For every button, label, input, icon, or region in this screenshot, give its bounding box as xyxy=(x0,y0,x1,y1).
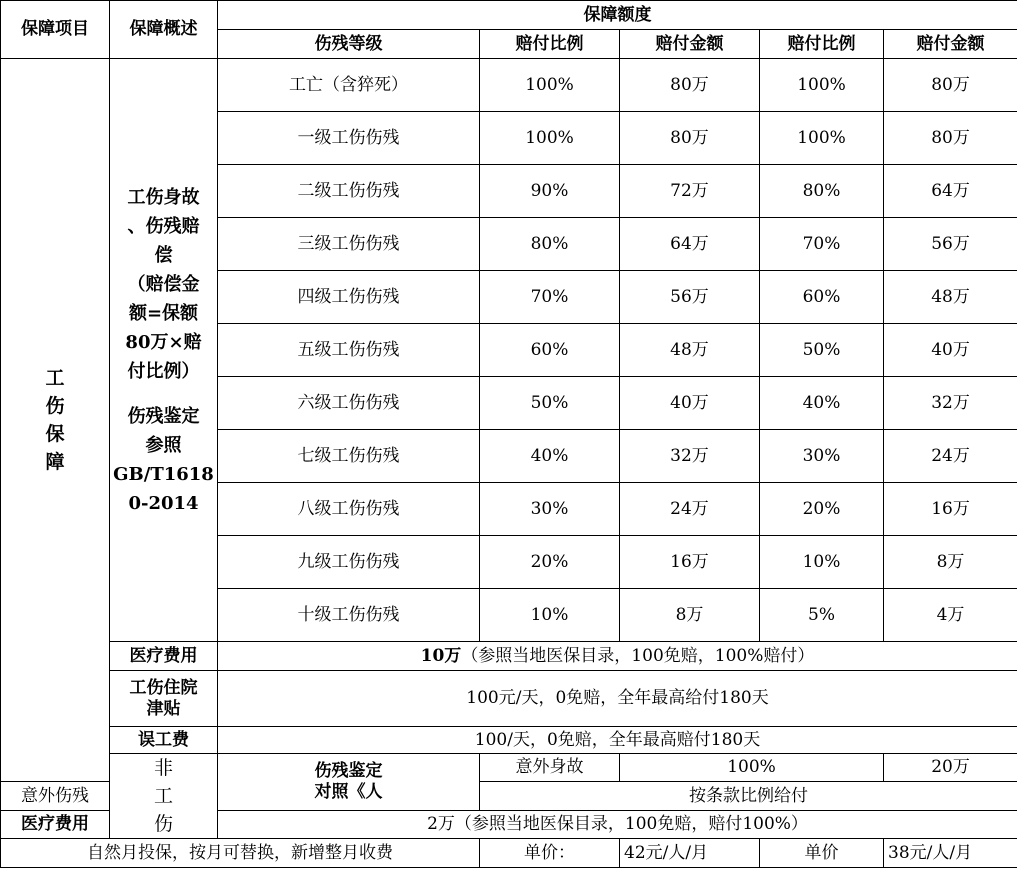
description-line: 伤残鉴定 xyxy=(127,405,200,427)
header-overview: 保障概述 xyxy=(110,1,218,59)
nonwork-medical-label: 医疗费用 xyxy=(1,810,110,838)
description-line: 偿 xyxy=(154,244,173,266)
price-label-2: 单价 xyxy=(760,839,884,868)
cell-m1: 24万 xyxy=(620,483,760,536)
cell-m1: 48万 xyxy=(620,324,760,377)
price-2: 38元/人/月 xyxy=(884,839,1017,868)
cell-r2: 70% xyxy=(760,218,884,271)
lost-label: 误工费 xyxy=(110,727,218,754)
cell-m2: 80万 xyxy=(884,112,1017,165)
cell-m1: 80万 xyxy=(620,59,760,112)
cell-m1: 8万 xyxy=(620,589,760,642)
project-char: 工 xyxy=(153,785,173,807)
cell-m2: 32万 xyxy=(884,377,1017,430)
nonwork-label xyxy=(218,754,480,811)
disability-text: 按条款比例给付 xyxy=(480,782,1017,810)
cell-r1: 10% xyxy=(480,589,620,642)
header-money-2: 赔付金额 xyxy=(884,30,1017,59)
medical-text xyxy=(218,642,1017,671)
cell-m1: 16万 xyxy=(620,536,760,589)
description-line xyxy=(110,386,217,402)
cell-r2: 50% xyxy=(760,324,884,377)
project-char: 伤 xyxy=(153,813,173,835)
cell-grade: 九级工伤伤残 xyxy=(218,536,480,589)
cell-r1: 50% xyxy=(480,377,620,430)
death-amount: 20万 xyxy=(884,754,1017,782)
cell-m2: 64万 xyxy=(884,165,1017,218)
description-line: 付比例） xyxy=(127,360,200,382)
cell-m2: 8万 xyxy=(884,536,1017,589)
cell-m1: 56万 xyxy=(620,271,760,324)
cell-r1: 100% xyxy=(480,112,620,165)
cell-grade: 八级工伤伤残 xyxy=(218,483,480,536)
work-injury-description xyxy=(110,59,218,642)
hospital-label-line: 津贴 xyxy=(146,698,181,719)
description-line: 80万×赔 xyxy=(125,331,202,353)
cell-m2: 4万 xyxy=(884,589,1017,642)
description-line: 、伤残赔 xyxy=(127,215,200,237)
cell-m1: 80万 xyxy=(620,112,760,165)
project-char: 工 xyxy=(45,367,65,390)
description-line: 0-2014 xyxy=(128,492,199,514)
hospital-label xyxy=(110,671,218,727)
cell-m1: 32万 xyxy=(620,430,760,483)
cell-grade: 工亡（含猝死） xyxy=(218,59,480,112)
disability-label: 意外伤残 xyxy=(1,782,110,810)
project-char: 伤 xyxy=(45,395,65,418)
nonwork-label-line: 对照《人 xyxy=(314,781,383,802)
cell-m1: 40万 xyxy=(620,377,760,430)
hospital-label-line: 工伤住院 xyxy=(129,678,198,699)
nonwork-medical-text: 2万（参照当地医保目录，100免赔，赔付100%） xyxy=(218,810,1017,838)
cell-r2: 5% xyxy=(760,589,884,642)
nonwork-label-line: 伤残鉴定 xyxy=(314,761,383,782)
cell-r2: 80% xyxy=(760,165,884,218)
nonwork-death-row xyxy=(1,754,1017,782)
cell-grade: 六级工伤伤残 xyxy=(218,377,480,430)
cell-r2: 20% xyxy=(760,483,884,536)
description-line: 参照 xyxy=(145,434,182,456)
cell-m2: 56万 xyxy=(884,218,1017,271)
cell-m2: 16万 xyxy=(884,483,1017,536)
header-ratio-1: 赔付比例 xyxy=(480,30,620,59)
medical-detail: （参照当地医保目录，100免赔，100%赔付） xyxy=(461,645,815,666)
description-line: 工伤身故 xyxy=(127,186,200,208)
description-line: （赔偿金 xyxy=(127,273,200,295)
medical-label: 医疗费用 xyxy=(110,642,218,671)
cell-r2: 100% xyxy=(760,59,884,112)
cell-r2: 100% xyxy=(760,112,884,165)
project-char: 非 xyxy=(153,757,173,779)
lost-text: 100/天，0免赔，全年最高赔付180天 xyxy=(218,727,1017,754)
cell-r1: 30% xyxy=(480,483,620,536)
description-line: GB/T1618 xyxy=(113,463,214,485)
cell-grade: 五级工伤伤残 xyxy=(218,324,480,377)
cell-grade: 三级工伤伤残 xyxy=(218,218,480,271)
cell-m2: 24万 xyxy=(884,430,1017,483)
cell-grade: 二级工伤伤残 xyxy=(218,165,480,218)
description-line: 额=保额 xyxy=(128,302,199,324)
death-label: 意外身故 xyxy=(480,754,620,782)
cell-r1: 100% xyxy=(480,59,620,112)
footer-text: 自然月投保，按月可替换，新增整月收费 xyxy=(1,839,480,868)
cell-r2: 40% xyxy=(760,377,884,430)
price-label-1: 单价： xyxy=(480,839,620,868)
cell-r1: 40% xyxy=(480,430,620,483)
cell-r1: 90% xyxy=(480,165,620,218)
header-amount: 保障额度 xyxy=(218,1,1017,30)
header-ratio-2: 赔付比例 xyxy=(760,30,884,59)
table-row xyxy=(1,59,1017,112)
cell-m2: 48万 xyxy=(884,271,1017,324)
hospital-row xyxy=(1,671,1017,727)
cell-r1: 80% xyxy=(480,218,620,271)
medical-amount: 10万 xyxy=(420,645,462,666)
cell-r2: 30% xyxy=(760,430,884,483)
hospital-text: 100元/天，0免赔，全年最高给付180天 xyxy=(218,671,1017,727)
cell-m1: 72万 xyxy=(620,165,760,218)
footer-row xyxy=(1,839,1017,868)
medical-row xyxy=(1,642,1017,671)
cell-m1: 64万 xyxy=(620,218,760,271)
nonwork-project xyxy=(110,754,218,839)
work-injury-project xyxy=(1,59,110,782)
lost-row xyxy=(1,727,1017,754)
header-money-1: 赔付金额 xyxy=(620,30,760,59)
cell-grade: 十级工伤伤残 xyxy=(218,589,480,642)
death-ratio: 100% xyxy=(620,754,884,782)
project-char: 障 xyxy=(45,451,65,474)
cell-r1: 20% xyxy=(480,536,620,589)
cell-m2: 40万 xyxy=(884,324,1017,377)
price-1: 42元/人/月 xyxy=(620,839,760,868)
cell-grade: 七级工伤伤残 xyxy=(218,430,480,483)
cell-r2: 60% xyxy=(760,271,884,324)
cell-grade: 四级工伤伤残 xyxy=(218,271,480,324)
header-grade: 伤残等级 xyxy=(218,30,480,59)
cell-m2: 80万 xyxy=(884,59,1017,112)
project-char: 保 xyxy=(45,423,65,446)
cell-r1: 70% xyxy=(480,271,620,324)
cell-r2: 10% xyxy=(760,536,884,589)
cell-r1: 60% xyxy=(480,324,620,377)
cell-grade: 一级工伤伤残 xyxy=(218,112,480,165)
header-project: 保障项目 xyxy=(1,1,110,59)
